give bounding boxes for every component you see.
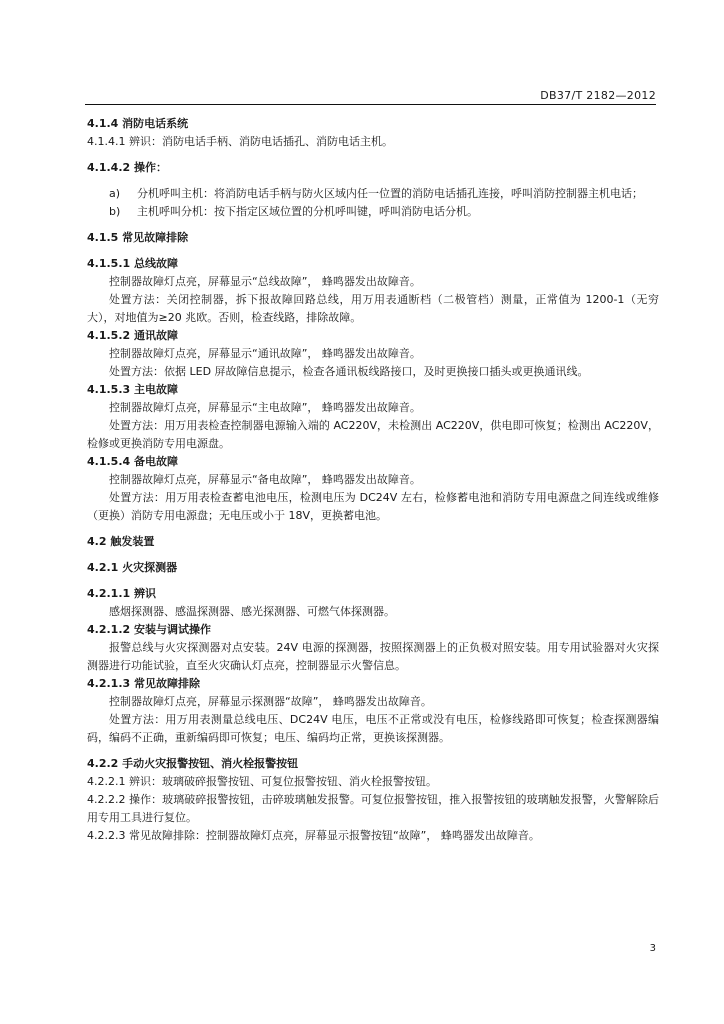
section-4-2-1-title: 4.2.1 火灾探测器 bbox=[87, 561, 178, 574]
section-4-2-1-1-title: 4.2.1.1 辨识 bbox=[87, 587, 156, 600]
section-4-2-title: 4.2 触发装置 bbox=[87, 535, 155, 548]
section-4-2-2-2-text: 4.2.2.2 操作：玻璃破碎报警按钮，击碎玻璃触发报警。可复位报警按钮，推入报警按钮的玻璃触发报警，火警解除后用专用工具进行复位。 bbox=[87, 793, 659, 824]
section-4-2-1-2-title: 4.2.1.2 安装与调试操作 bbox=[87, 623, 211, 636]
section-4-1-5-1-title: 4.1.5.1 总线故障 bbox=[87, 257, 178, 270]
paragraph: 处置方法：用万用表检查蓄电池电压，检测电压为 DC24V 左右，检修蓄电池和消防专用电源盘之间连线或维修（更换）消防专用电源盘；无电压或小于 18V，更换蓄电池。 bbox=[87, 491, 659, 522]
section-4-1-4-2-title: 4.1.4.2 操作： bbox=[87, 161, 167, 174]
paragraph: 感烟探测器、感温探测器、感光探测器、可燃气体探测器。 bbox=[109, 605, 395, 618]
section-4-2-2-title: 4.2.2 手动火灾报警按钮、消火栓报警按钮 bbox=[87, 757, 299, 770]
list-item bbox=[109, 203, 659, 221]
list-item-text: 分机呼叫主机：将消防电话手柄与防火区域内任一位置的消防电话插孔连接，呼叫消防控制器主机电话； bbox=[137, 187, 643, 200]
section-4-1-4-1-text: 4.1.4.1 辨识：消防电话手柄、消防电话插孔、消防电话主机。 bbox=[87, 135, 393, 148]
paragraph: 控制器故障灯点亮，屏幕显示“总线故障”， 蜂鸣器发出故障音。 bbox=[109, 275, 421, 288]
paragraph: 处置方法：关闭控制器，拆下报故障回路总线，用万用表通断档（二极管档）测量，正常值为 1200-1（无穷大），对地值为≥20 兆欧。否则，检查线路，排除故障。 bbox=[87, 293, 659, 324]
section-4-1-5-title: 4.1.5 常见故障排除 bbox=[87, 231, 189, 244]
section-4-1-5-3-title: 4.1.5.3 主电故障 bbox=[87, 383, 178, 396]
paragraph: 控制器故障灯点亮，屏幕显示“主电故障”， 蜂鸣器发出故障音。 bbox=[109, 401, 421, 414]
paragraph: 处置方法：依据 LED 屏故障信息提示，检查各通讯板线路接口，及时更换接口插头或更换通讯线。 bbox=[109, 365, 589, 378]
paragraph: 报警总线与火灾探测器对点安装。24V 电源的探测器，按照探测器上的正负极对照安装。用专用试验器对火灾探测器进行功能试验，直至火灾确认灯点亮，控制器显示火警信息。 bbox=[87, 641, 659, 672]
section-4-1-5-2-title: 4.1.5.2 通讯故障 bbox=[87, 329, 178, 342]
standard-code-header: DB37/T 2182—2012 bbox=[540, 89, 656, 102]
section-4-2-2-3-text: 4.2.2.3 常见故障排除：控制器故障灯点亮，屏幕显示报警按钮“故障”， 蜂鸣器发出故障音。 bbox=[87, 829, 540, 842]
section-4-1-4-title: 4.1.4 消防电话系统 bbox=[87, 117, 189, 130]
page-number: 3 bbox=[649, 943, 656, 954]
list-marker: a) bbox=[109, 187, 121, 200]
list-item bbox=[109, 185, 659, 203]
list-marker: b) bbox=[109, 205, 121, 218]
list-item-text: 主机呼叫分机：按下指定区域位置的分机呼叫键，呼叫消防电话分机。 bbox=[137, 205, 478, 218]
paragraph: 处置方法：用万用表检查控制器电源输入端的 AC220V，未检测出 AC220V，供电即可恢复；检测出 AC220V，检修或更换消防专用电源盘。 bbox=[87, 419, 659, 450]
section-4-2-1-3-title: 4.2.1.3 常见故障排除 bbox=[87, 677, 200, 690]
paragraph: 处置方法：用万用表测量总线电压、DC24V 电压，电压不正常或没有电压，检修线路即可恢复；检查探测器编码，编码不正确，重新编码即可恢复；电压、编码均正常，更换该探测器。 bbox=[87, 713, 659, 744]
paragraph: 控制器故障灯点亮，屏幕显示“备电故障”， 蜂鸣器发出故障音。 bbox=[109, 473, 421, 486]
page-content bbox=[87, 115, 659, 845]
paragraph: 控制器故障灯点亮，屏幕显示探测器“故障”， 蜂鸣器发出故障音。 bbox=[109, 695, 432, 708]
section-4-1-5-4-title: 4.1.5.4 备电故障 bbox=[87, 455, 178, 468]
section-4-2-2-1-text: 4.2.2.1 辨识：玻璃破碎报警按钮、可复位报警按钮、消火栓报警按钮。 bbox=[87, 775, 437, 788]
header-rule bbox=[85, 104, 656, 105]
paragraph: 控制器故障灯点亮，屏幕显示“通讯故障”， 蜂鸣器发出故障音。 bbox=[109, 347, 421, 360]
